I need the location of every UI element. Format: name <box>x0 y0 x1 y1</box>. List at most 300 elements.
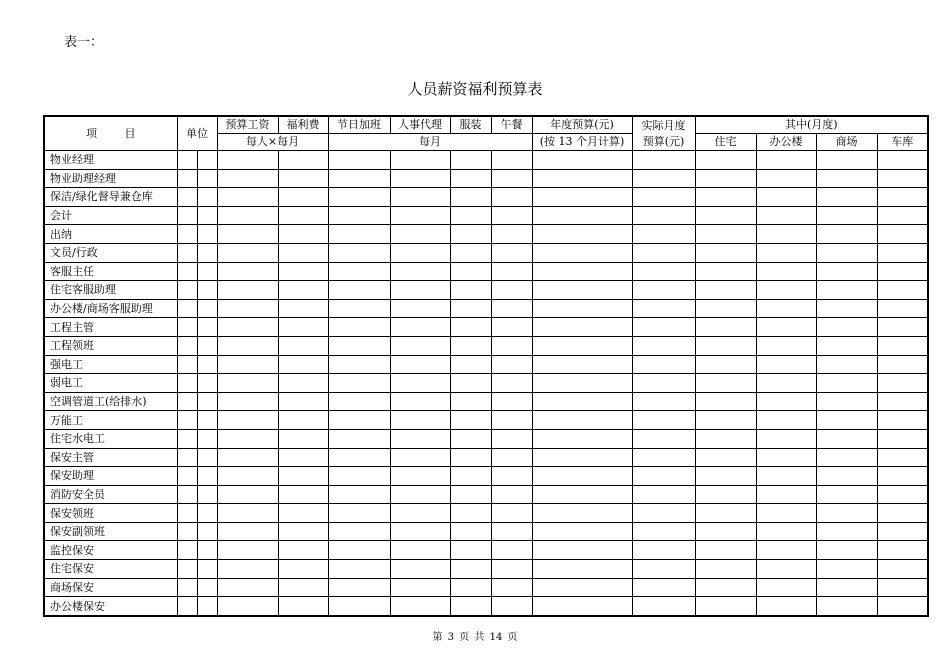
table-cell[interactable] <box>695 336 756 355</box>
table-cell[interactable] <box>177 597 197 616</box>
table-cell[interactable] <box>177 281 197 300</box>
table-cell[interactable] <box>278 560 328 579</box>
table-cell[interactable] <box>491 355 532 374</box>
table-cell[interactable] <box>877 560 928 579</box>
table-cell[interactable] <box>217 336 278 355</box>
table-cell[interactable] <box>328 336 390 355</box>
table-cell[interactable] <box>756 448 816 467</box>
table-cell[interactable] <box>217 318 278 337</box>
table-cell[interactable] <box>877 151 928 170</box>
table-cell[interactable] <box>390 467 450 486</box>
table-cell[interactable] <box>177 299 197 318</box>
table-cell[interactable] <box>877 597 928 616</box>
table-cell[interactable] <box>450 355 491 374</box>
table-cell[interactable] <box>877 541 928 560</box>
table-cell[interactable] <box>491 597 532 616</box>
table-cell[interactable] <box>197 448 217 467</box>
table-cell[interactable] <box>278 522 328 541</box>
table-cell[interactable] <box>450 374 491 393</box>
table-cell[interactable] <box>632 243 695 262</box>
table-cell[interactable] <box>390 541 450 560</box>
table-cell[interactable] <box>450 411 491 430</box>
table-cell[interactable] <box>491 169 532 188</box>
table-cell[interactable] <box>816 429 877 448</box>
table-cell[interactable] <box>816 597 877 616</box>
table-cell[interactable] <box>217 355 278 374</box>
table-cell[interactable] <box>328 522 390 541</box>
table-cell[interactable] <box>816 467 877 486</box>
table-cell[interactable] <box>450 243 491 262</box>
table-cell[interactable] <box>491 318 532 337</box>
table-cell[interactable] <box>197 485 217 504</box>
table-cell[interactable] <box>695 169 756 188</box>
table-cell[interactable] <box>450 336 491 355</box>
table-cell[interactable] <box>632 597 695 616</box>
table-cell[interactable] <box>756 429 816 448</box>
table-cell[interactable] <box>532 151 632 170</box>
table-cell[interactable] <box>491 411 532 430</box>
table-cell[interactable] <box>217 243 278 262</box>
table-cell[interactable] <box>177 541 197 560</box>
table-cell[interactable] <box>877 206 928 225</box>
table-cell[interactable] <box>197 355 217 374</box>
table-cell[interactable] <box>877 225 928 244</box>
table-cell[interactable] <box>390 151 450 170</box>
table-cell[interactable] <box>756 597 816 616</box>
table-cell[interactable] <box>816 188 877 207</box>
table-cell[interactable] <box>695 504 756 523</box>
table-cell[interactable] <box>491 188 532 207</box>
table-cell[interactable] <box>328 188 390 207</box>
table-cell[interactable] <box>756 336 816 355</box>
table-cell[interactable] <box>328 374 390 393</box>
table-cell[interactable] <box>177 262 197 281</box>
table-cell[interactable] <box>177 151 197 170</box>
table-cell[interactable] <box>877 336 928 355</box>
table-cell[interactable] <box>816 374 877 393</box>
table-cell[interactable] <box>756 467 816 486</box>
table-cell[interactable] <box>217 504 278 523</box>
table-cell[interactable] <box>816 578 877 597</box>
table-cell[interactable] <box>450 262 491 281</box>
table-cell[interactable] <box>278 151 328 170</box>
table-cell[interactable] <box>278 169 328 188</box>
table-cell[interactable] <box>197 225 217 244</box>
table-cell[interactable] <box>450 318 491 337</box>
table-cell[interactable] <box>632 206 695 225</box>
table-cell[interactable] <box>532 467 632 486</box>
table-cell[interactable] <box>328 541 390 560</box>
table-cell[interactable] <box>816 392 877 411</box>
table-cell[interactable] <box>328 281 390 300</box>
table-cell[interactable] <box>816 318 877 337</box>
table-cell[interactable] <box>278 392 328 411</box>
table-cell[interactable] <box>197 541 217 560</box>
table-cell[interactable] <box>695 541 756 560</box>
table-cell[interactable] <box>450 504 491 523</box>
table-cell[interactable] <box>632 560 695 579</box>
table-cell[interactable] <box>197 392 217 411</box>
table-cell[interactable] <box>532 169 632 188</box>
table-cell[interactable] <box>877 485 928 504</box>
table-cell[interactable] <box>217 560 278 579</box>
table-cell[interactable] <box>278 578 328 597</box>
table-cell[interactable] <box>632 262 695 281</box>
table-cell[interactable] <box>197 188 217 207</box>
table-cell[interactable] <box>390 355 450 374</box>
table-cell[interactable] <box>491 541 532 560</box>
table-cell[interactable] <box>197 151 217 170</box>
table-cell[interactable] <box>450 188 491 207</box>
table-cell[interactable] <box>390 522 450 541</box>
table-cell[interactable] <box>177 522 197 541</box>
table-cell[interactable] <box>177 411 197 430</box>
table-cell[interactable] <box>491 504 532 523</box>
table-cell[interactable] <box>756 522 816 541</box>
table-cell[interactable] <box>390 188 450 207</box>
table-cell[interactable] <box>756 485 816 504</box>
table-cell[interactable] <box>695 151 756 170</box>
table-cell[interactable] <box>450 560 491 579</box>
table-cell[interactable] <box>390 299 450 318</box>
table-cell[interactable] <box>328 392 390 411</box>
table-cell[interactable] <box>491 578 532 597</box>
table-cell[interactable] <box>756 411 816 430</box>
table-cell[interactable] <box>328 578 390 597</box>
table-cell[interactable] <box>632 281 695 300</box>
table-cell[interactable] <box>328 169 390 188</box>
table-cell[interactable] <box>390 374 450 393</box>
table-cell[interactable] <box>390 206 450 225</box>
table-cell[interactable] <box>278 336 328 355</box>
table-cell[interactable] <box>532 225 632 244</box>
table-cell[interactable] <box>177 243 197 262</box>
table-cell[interactable] <box>756 560 816 579</box>
table-cell[interactable] <box>632 485 695 504</box>
table-cell[interactable] <box>491 522 532 541</box>
table-cell[interactable] <box>695 318 756 337</box>
table-cell[interactable] <box>877 281 928 300</box>
table-cell[interactable] <box>390 225 450 244</box>
table-cell[interactable] <box>177 188 197 207</box>
table-cell[interactable] <box>278 485 328 504</box>
table-cell[interactable] <box>816 169 877 188</box>
table-cell[interactable] <box>390 318 450 337</box>
table-cell[interactable] <box>532 429 632 448</box>
table-cell[interactable] <box>217 541 278 560</box>
table-cell[interactable] <box>390 336 450 355</box>
table-cell[interactable] <box>328 448 390 467</box>
table-cell[interactable] <box>532 355 632 374</box>
table-cell[interactable] <box>695 243 756 262</box>
table-cell[interactable] <box>217 151 278 170</box>
table-cell[interactable] <box>197 429 217 448</box>
table-cell[interactable] <box>177 355 197 374</box>
table-cell[interactable] <box>278 355 328 374</box>
table-cell[interactable] <box>756 225 816 244</box>
table-cell[interactable] <box>217 262 278 281</box>
table-cell[interactable] <box>877 448 928 467</box>
table-cell[interactable] <box>632 374 695 393</box>
table-cell[interactable] <box>877 411 928 430</box>
table-cell[interactable] <box>695 262 756 281</box>
table-cell[interactable] <box>278 429 328 448</box>
table-cell[interactable] <box>491 560 532 579</box>
table-cell[interactable] <box>816 448 877 467</box>
table-cell[interactable] <box>756 281 816 300</box>
table-cell[interactable] <box>695 448 756 467</box>
table-cell[interactable] <box>450 225 491 244</box>
table-cell[interactable] <box>390 281 450 300</box>
table-cell[interactable] <box>632 392 695 411</box>
table-cell[interactable] <box>328 504 390 523</box>
table-cell[interactable] <box>632 355 695 374</box>
table-cell[interactable] <box>278 299 328 318</box>
table-cell[interactable] <box>695 355 756 374</box>
table-cell[interactable] <box>278 206 328 225</box>
table-cell[interactable] <box>756 169 816 188</box>
table-cell[interactable] <box>816 151 877 170</box>
table-cell[interactable] <box>278 467 328 486</box>
table-cell[interactable] <box>632 188 695 207</box>
table-cell[interactable] <box>450 299 491 318</box>
table-cell[interactable] <box>390 169 450 188</box>
table-cell[interactable] <box>278 597 328 616</box>
table-cell[interactable] <box>390 429 450 448</box>
table-cell[interactable] <box>197 206 217 225</box>
table-cell[interactable] <box>816 541 877 560</box>
table-cell[interactable] <box>532 318 632 337</box>
table-cell[interactable] <box>756 243 816 262</box>
table-cell[interactable] <box>877 578 928 597</box>
table-cell[interactable] <box>328 243 390 262</box>
table-cell[interactable] <box>816 485 877 504</box>
table-cell[interactable] <box>328 355 390 374</box>
table-cell[interactable] <box>816 243 877 262</box>
table-cell[interactable] <box>695 597 756 616</box>
table-cell[interactable] <box>632 299 695 318</box>
table-cell[interactable] <box>278 281 328 300</box>
table-cell[interactable] <box>756 262 816 281</box>
table-cell[interactable] <box>532 578 632 597</box>
table-cell[interactable] <box>816 206 877 225</box>
table-cell[interactable] <box>695 560 756 579</box>
table-cell[interactable] <box>177 560 197 579</box>
table-cell[interactable] <box>877 392 928 411</box>
table-cell[interactable] <box>695 485 756 504</box>
table-cell[interactable] <box>491 392 532 411</box>
table-cell[interactable] <box>217 299 278 318</box>
table-cell[interactable] <box>695 225 756 244</box>
table-cell[interactable] <box>695 429 756 448</box>
table-cell[interactable] <box>877 467 928 486</box>
table-cell[interactable] <box>177 429 197 448</box>
table-cell[interactable] <box>197 374 217 393</box>
table-cell[interactable] <box>756 355 816 374</box>
table-cell[interactable] <box>695 467 756 486</box>
table-cell[interactable] <box>756 188 816 207</box>
table-cell[interactable] <box>532 281 632 300</box>
table-cell[interactable] <box>816 299 877 318</box>
table-cell[interactable] <box>632 448 695 467</box>
table-cell[interactable] <box>491 281 532 300</box>
table-cell[interactable] <box>532 541 632 560</box>
table-cell[interactable] <box>217 578 278 597</box>
table-cell[interactable] <box>197 318 217 337</box>
table-cell[interactable] <box>877 504 928 523</box>
table-cell[interactable] <box>532 206 632 225</box>
table-cell[interactable] <box>177 206 197 225</box>
table-cell[interactable] <box>491 225 532 244</box>
table-cell[interactable] <box>632 411 695 430</box>
table-cell[interactable] <box>177 336 197 355</box>
table-cell[interactable] <box>328 560 390 579</box>
table-cell[interactable] <box>390 448 450 467</box>
table-cell[interactable] <box>450 541 491 560</box>
table-cell[interactable] <box>877 169 928 188</box>
table-cell[interactable] <box>491 299 532 318</box>
table-cell[interactable] <box>816 225 877 244</box>
table-cell[interactable] <box>177 225 197 244</box>
table-cell[interactable] <box>217 281 278 300</box>
table-cell[interactable] <box>632 504 695 523</box>
table-cell[interactable] <box>450 151 491 170</box>
table-cell[interactable] <box>532 243 632 262</box>
table-cell[interactable] <box>491 374 532 393</box>
table-cell[interactable] <box>877 188 928 207</box>
table-cell[interactable] <box>695 392 756 411</box>
table-cell[interactable] <box>328 299 390 318</box>
table-cell[interactable] <box>632 429 695 448</box>
table-cell[interactable] <box>756 318 816 337</box>
table-cell[interactable] <box>632 578 695 597</box>
table-cell[interactable] <box>217 392 278 411</box>
table-cell[interactable] <box>217 206 278 225</box>
table-cell[interactable] <box>197 504 217 523</box>
table-cell[interactable] <box>756 206 816 225</box>
table-cell[interactable] <box>197 243 217 262</box>
table-cell[interactable] <box>278 411 328 430</box>
table-cell[interactable] <box>450 448 491 467</box>
table-cell[interactable] <box>491 206 532 225</box>
table-cell[interactable] <box>217 448 278 467</box>
table-cell[interactable] <box>177 374 197 393</box>
table-cell[interactable] <box>491 336 532 355</box>
table-cell[interactable] <box>756 504 816 523</box>
table-cell[interactable] <box>632 225 695 244</box>
table-cell[interactable] <box>491 485 532 504</box>
table-cell[interactable] <box>816 560 877 579</box>
table-cell[interactable] <box>177 448 197 467</box>
table-cell[interactable] <box>328 151 390 170</box>
table-cell[interactable] <box>695 578 756 597</box>
table-cell[interactable] <box>532 448 632 467</box>
table-cell[interactable] <box>197 522 217 541</box>
table-cell[interactable] <box>197 578 217 597</box>
table-cell[interactable] <box>197 597 217 616</box>
table-cell[interactable] <box>756 392 816 411</box>
table-cell[interactable] <box>632 169 695 188</box>
table-cell[interactable] <box>278 225 328 244</box>
table-cell[interactable] <box>695 188 756 207</box>
table-cell[interactable] <box>877 522 928 541</box>
table-cell[interactable] <box>450 467 491 486</box>
table-cell[interactable] <box>816 411 877 430</box>
table-cell[interactable] <box>756 578 816 597</box>
table-cell[interactable] <box>491 467 532 486</box>
table-cell[interactable] <box>532 411 632 430</box>
table-cell[interactable] <box>328 262 390 281</box>
table-cell[interactable] <box>532 504 632 523</box>
table-cell[interactable] <box>632 336 695 355</box>
table-cell[interactable] <box>491 262 532 281</box>
table-cell[interactable] <box>177 578 197 597</box>
table-cell[interactable] <box>450 169 491 188</box>
table-cell[interactable] <box>197 560 217 579</box>
table-cell[interactable] <box>877 374 928 393</box>
table-cell[interactable] <box>177 467 197 486</box>
table-cell[interactable] <box>816 262 877 281</box>
table-cell[interactable] <box>816 504 877 523</box>
table-cell[interactable] <box>197 262 217 281</box>
table-cell[interactable] <box>632 318 695 337</box>
table-cell[interactable] <box>328 225 390 244</box>
table-cell[interactable] <box>328 206 390 225</box>
table-cell[interactable] <box>197 336 217 355</box>
table-cell[interactable] <box>278 262 328 281</box>
table-cell[interactable] <box>177 504 197 523</box>
table-cell[interactable] <box>816 355 877 374</box>
table-cell[interactable] <box>695 299 756 318</box>
table-cell[interactable] <box>328 467 390 486</box>
table-cell[interactable] <box>450 597 491 616</box>
table-cell[interactable] <box>491 429 532 448</box>
table-cell[interactable] <box>217 374 278 393</box>
table-cell[interactable] <box>532 597 632 616</box>
table-cell[interactable] <box>532 560 632 579</box>
table-cell[interactable] <box>632 151 695 170</box>
table-cell[interactable] <box>278 318 328 337</box>
table-cell[interactable] <box>450 206 491 225</box>
table-cell[interactable] <box>877 299 928 318</box>
table-cell[interactable] <box>197 281 217 300</box>
table-cell[interactable] <box>816 281 877 300</box>
table-cell[interactable] <box>390 262 450 281</box>
table-cell[interactable] <box>450 522 491 541</box>
table-cell[interactable] <box>532 262 632 281</box>
table-cell[interactable] <box>756 299 816 318</box>
table-cell[interactable] <box>532 374 632 393</box>
table-cell[interactable] <box>278 374 328 393</box>
table-cell[interactable] <box>217 429 278 448</box>
table-cell[interactable] <box>491 151 532 170</box>
table-cell[interactable] <box>532 392 632 411</box>
table-cell[interactable] <box>197 299 217 318</box>
table-cell[interactable] <box>390 560 450 579</box>
table-cell[interactable] <box>877 243 928 262</box>
table-cell[interactable] <box>532 299 632 318</box>
table-cell[interactable] <box>177 169 197 188</box>
table-cell[interactable] <box>756 374 816 393</box>
table-cell[interactable] <box>491 448 532 467</box>
table-cell[interactable] <box>695 281 756 300</box>
table-cell[interactable] <box>450 578 491 597</box>
table-cell[interactable] <box>217 522 278 541</box>
table-cell[interactable] <box>532 522 632 541</box>
table-cell[interactable] <box>450 281 491 300</box>
table-cell[interactable] <box>390 243 450 262</box>
table-cell[interactable] <box>217 169 278 188</box>
